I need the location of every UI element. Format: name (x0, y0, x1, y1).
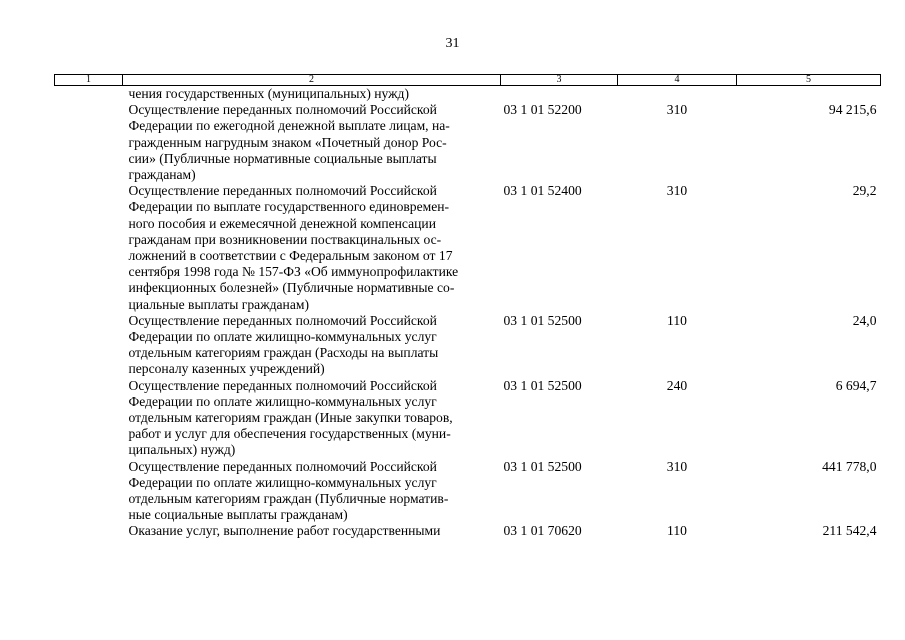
row-blank-cell (55, 86, 123, 103)
row-amount: 29,2 (852, 183, 877, 199)
row-name-line: Федерации по оплате жилищно-коммунальных услуг (128, 474, 437, 490)
row-code: 03 1 01 52500 (503, 377, 582, 393)
row-name-cell (123, 313, 501, 378)
row-name-line: ные социальные выплаты гражданам) (128, 507, 348, 523)
header-col-2: 2 (123, 75, 501, 86)
row-name-line: Федерации по ежегодной денежной выплате лицам, на- (128, 118, 450, 134)
row-code: 03 1 01 70620 (503, 523, 582, 539)
row-name-cell (123, 459, 501, 524)
budget-table (54, 74, 881, 540)
table-row (55, 102, 881, 183)
row-amount: 211 542,4 (822, 523, 877, 539)
row-name-line: инфекционных болезней» (Публичные нормативные со- (128, 280, 455, 296)
row-name-line: Осуществление переданных полномочий Российской (128, 458, 437, 474)
table-body (55, 86, 881, 540)
row-name-line: Федерации по оплате жилищно-коммунальных услуг (128, 329, 437, 345)
row-name-line: гражданам при возникновении поствакцинальных ос- (128, 231, 442, 247)
row-code (501, 86, 618, 103)
row-name-line: ципальных) нужд) (128, 442, 236, 458)
row-blank-cell (55, 378, 123, 459)
row-name-line: гражданам) (128, 167, 196, 183)
header-col-4: 4 (618, 75, 737, 86)
row-expense-type: 110 (667, 312, 687, 328)
row-name-cell (123, 523, 501, 539)
row-code: 03 1 01 52500 (503, 458, 582, 474)
row-name-cell (123, 86, 501, 103)
page-number: 31 (445, 36, 460, 51)
row-name-line: персоналу казенных учреждений) (128, 361, 325, 377)
row-name-line: отдельным категориям граждан (Расходы на выплаты (128, 345, 439, 361)
row-name-line: Оказание услуг, выполнение работ государственными (128, 523, 441, 539)
row-name-line: Осуществление переданных полномочий Российской (128, 377, 437, 393)
row-name-line: отдельным категориям граждан (Иные закупки товаров, (128, 410, 453, 426)
header-col-1: 1 (55, 75, 123, 86)
row-name-line: сентября 1998 года № 157-ФЗ «Об иммунопрофилактике (128, 264, 459, 280)
row-code: 03 1 01 52200 (503, 102, 582, 118)
row-name-line: отдельным категориям граждан (Публичные норматив- (128, 491, 449, 507)
header-col-5: 5 (737, 75, 881, 86)
row-code: 03 1 01 52500 (503, 312, 582, 328)
row-amount: 441 778,0 (822, 458, 877, 474)
row-expense-type: 110 (667, 523, 687, 539)
header-col-3: 3 (501, 75, 618, 86)
row-blank-cell (55, 313, 123, 378)
table-row (55, 523, 881, 539)
row-expense-type (618, 86, 737, 103)
row-code: 03 1 01 52400 (503, 183, 582, 199)
row-name-cell (123, 183, 501, 313)
row-expense-type: 310 (666, 102, 688, 118)
row-amount: 6 694,7 (835, 377, 877, 393)
row-amount: 24,0 (852, 312, 877, 328)
row-blank-cell (55, 183, 123, 313)
table-row (55, 459, 881, 524)
row-name-cell (123, 378, 501, 459)
row-name-line: гражденным нагрудным знаком «Почетный донор Рос- (128, 134, 447, 150)
table-header (55, 75, 881, 86)
row-name-line: чения государственных (муниципальных) нужд) (128, 86, 410, 101)
row-name-line: циальные выплаты гражданам) (128, 296, 309, 312)
row-name-line: Осуществление переданных полномочий Российской (128, 183, 437, 199)
table-row (55, 378, 881, 459)
row-amount: 94 215,6 (828, 102, 877, 118)
row-name-line: ложнений в соответствии с Федеральным законом от 17 (128, 248, 453, 264)
row-name-line: Осуществление переданных полномочий Российской (128, 312, 437, 328)
header-row (55, 75, 881, 86)
table-row (55, 86, 881, 103)
row-name-line: Федерации по оплате жилищно-коммунальных услуг (128, 393, 437, 409)
row-name-cell (123, 102, 501, 183)
row-amount (737, 86, 881, 103)
row-expense-type: 240 (666, 377, 688, 393)
row-blank-cell (55, 459, 123, 524)
row-expense-type: 310 (666, 183, 688, 199)
table-row (55, 183, 881, 313)
row-name-line: ного пособия и ежемесячной денежной компенсации (128, 215, 436, 231)
table-row (55, 313, 881, 378)
row-blank-cell (55, 523, 123, 539)
row-name-line: Федерации по выплате государственного единовремен- (128, 199, 450, 215)
row-name-line: работ и услуг для обеспечения государственных (муни- (128, 426, 451, 442)
row-name-line: сии» (Публичные нормативные социальные выплаты (128, 150, 437, 166)
row-blank-cell (55, 102, 123, 183)
row-expense-type: 310 (666, 458, 688, 474)
row-name-line: Осуществление переданных полномочий Российской (128, 102, 437, 118)
